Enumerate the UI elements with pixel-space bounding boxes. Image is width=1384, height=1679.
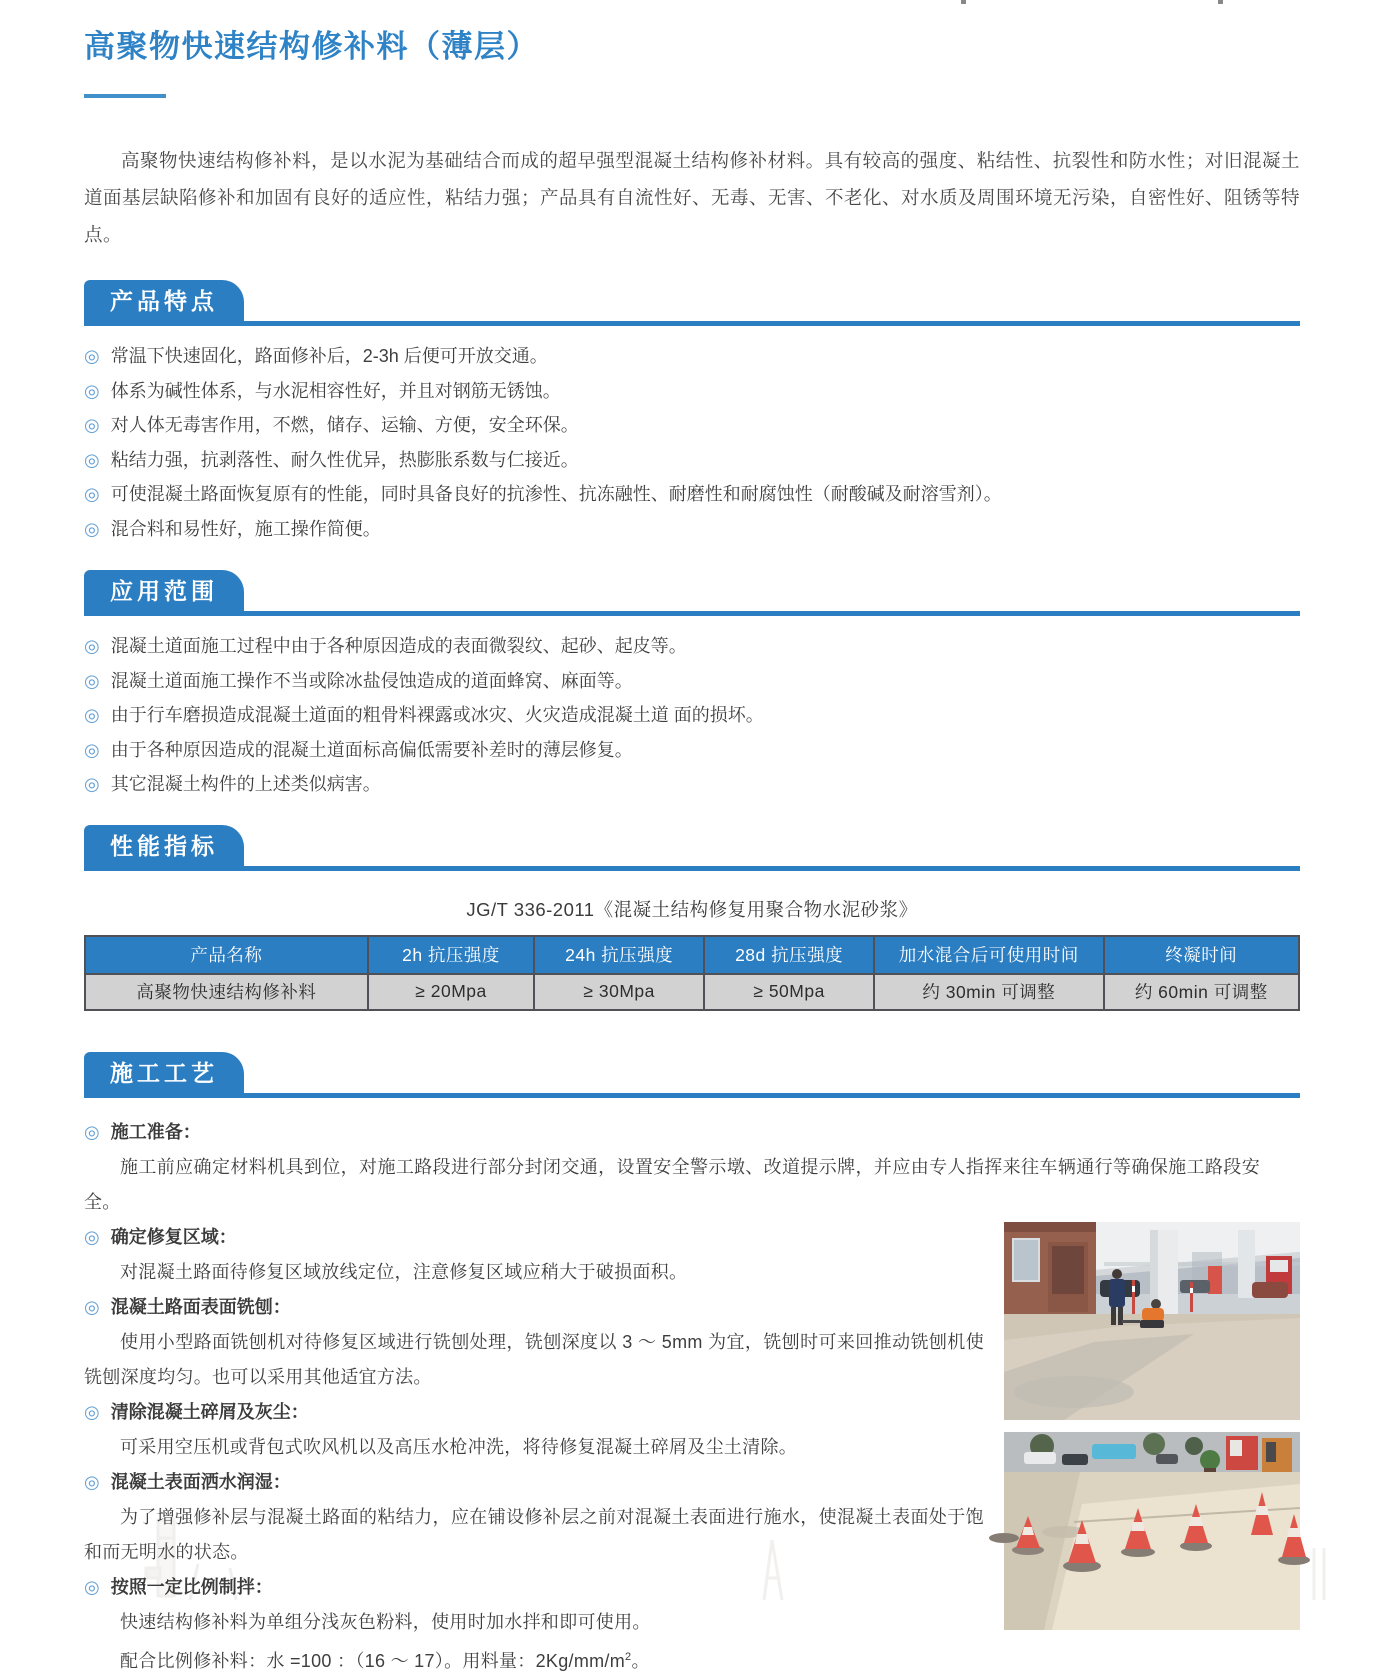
list-item bbox=[84, 339, 1300, 374]
section-tab-performance: 性能指标 bbox=[84, 825, 244, 866]
table-header-cell: 24h 抗压强度 bbox=[534, 936, 704, 974]
ring-bullet-icon: ◎ bbox=[84, 380, 100, 401]
list-item bbox=[84, 767, 1300, 802]
list-item bbox=[84, 477, 1300, 512]
table-header-cell: 2h 抗压强度 bbox=[368, 936, 534, 974]
table-header-cell: 加水混合后可使用时间 bbox=[874, 936, 1103, 974]
mix-ratio-text: 配合比例修补料：水 =100 ：（16 ～ 17）。用料量：2Kg/mm/m bbox=[120, 1650, 626, 1671]
road-repair-construction-photo bbox=[1004, 1222, 1300, 1420]
list-item-text: 常温下快速固化，路面修补后，2-3h 后便可开放交通。 bbox=[110, 346, 548, 366]
construction-photo-cones bbox=[1004, 1432, 1300, 1630]
process-content bbox=[84, 1115, 1300, 1679]
process-step-body: 施工前应确定材料机具到位，对施工路段进行部分封闭交通，设置安全警示墩、改道提示牌，并应由专人指挥来往车辆通行等确保施工路段安全。 bbox=[84, 1156, 1260, 1212]
list-item bbox=[84, 664, 1300, 699]
section-header-applications bbox=[84, 570, 1300, 616]
list-item bbox=[84, 374, 1300, 409]
list-item-text: 混合料和易性好，施工操作简便。 bbox=[110, 518, 381, 539]
list-item bbox=[84, 443, 1300, 478]
mix-ratio-period: 。 bbox=[631, 1650, 650, 1671]
step-title-text: 混凝土路面表面铣刨： bbox=[110, 1296, 291, 1317]
table-caption: JG/T 336-2011《混凝土结构修复用聚合物水泥砂浆》 bbox=[466, 898, 918, 920]
ring-bullet-icon: ◎ bbox=[84, 449, 100, 470]
step-title-text: 混凝土表面洒水润湿： bbox=[110, 1471, 291, 1492]
list-item-text: 粘结力强，抗剥落性、耐久性优异，热膨胀系数与仁接近。 bbox=[110, 449, 579, 470]
table-header-cell: 产品名称 bbox=[85, 936, 368, 974]
step-title-text: 确定修复区域： bbox=[110, 1226, 237, 1247]
table-header-cell: 28d 抗压强度 bbox=[704, 936, 874, 974]
ring-bullet-icon: ◎ bbox=[84, 1576, 100, 1597]
section-tab-applications: 应用范围 bbox=[84, 570, 244, 611]
list-item bbox=[84, 408, 1300, 443]
list-item-text: 对人体无毒害作用，不燃，储存、运输、方便，安全环保。 bbox=[110, 415, 579, 435]
table-cell: 高聚物快速结构修补料 bbox=[85, 974, 368, 1010]
table-cell: ≥ 20Mpa bbox=[368, 974, 534, 1010]
list-item-text: 由于各种原因造成的混凝土道面标高偏低需要补差时的薄层修复。 bbox=[110, 739, 633, 760]
process-step-body: 使用小型路面铣刨机对待修复区域进行铣刨处理，铣刨深度以 3 ～ 5mm 为宜，铣刨时可来回推动铣刨机使铣刨深度均匀。也可以采用其他适宜方法。 bbox=[84, 1331, 984, 1387]
section-tab-process: 施工工艺 bbox=[84, 1052, 244, 1093]
ring-bullet-icon: ◎ bbox=[84, 346, 100, 366]
ring-bullet-icon: ◎ bbox=[84, 1401, 100, 1422]
section-header-performance bbox=[84, 825, 1300, 871]
performance-table bbox=[84, 935, 1300, 1011]
page-title: 高聚物快速结构修补料（薄层） bbox=[84, 29, 539, 64]
photo-column bbox=[1004, 1222, 1300, 1642]
list-item-text: 混凝土道面施工过程中由于各种原因造成的表面微裂纹、起砂、起皮等。 bbox=[110, 636, 687, 656]
process-step-body-mix-ratio bbox=[84, 1640, 1300, 1679]
process-step-title bbox=[84, 1395, 984, 1430]
ring-bullet-icon: ◎ bbox=[84, 1296, 100, 1317]
table-cell: 约 30min 可调整 bbox=[874, 974, 1103, 1010]
ring-bullet-icon: ◎ bbox=[84, 1121, 100, 1142]
ring-bullet-icon: ◎ bbox=[84, 739, 100, 760]
process-step-body: 可采用空压机或背包式吹风机以及高压水枪冲洗，将待修复混凝土碎屑及尘土清除。 bbox=[120, 1436, 798, 1457]
applications-list bbox=[84, 629, 1300, 802]
list-item bbox=[84, 733, 1300, 768]
ring-bullet-icon: ◎ bbox=[84, 415, 100, 435]
list-item-text: 可使混凝土路面恢复原有的性能，同时具备良好的抗渗性、抗冻融性、耐磨性和耐腐蚀性（耐酸碱及耐溶雪剂）。 bbox=[110, 484, 1002, 504]
list-item-text: 由于行车磨损造成混凝土道面的粗骨料裸露或冰灾、火灾造成混凝土道 面的损坏。 bbox=[110, 705, 764, 725]
ring-bullet-icon: ◎ bbox=[84, 484, 100, 504]
process-step-title bbox=[84, 1465, 984, 1500]
list-item bbox=[84, 698, 1300, 733]
list-item-text: 其它混凝土构件的上述类似病害。 bbox=[110, 774, 381, 794]
process-step-title bbox=[84, 1570, 984, 1605]
ring-bullet-icon: ◎ bbox=[84, 774, 100, 794]
mix-ratio-superscript: 2 bbox=[625, 1650, 632, 1663]
ring-bullet-icon: ◎ bbox=[84, 670, 100, 691]
step-title-text: 按照一定比例制拌： bbox=[110, 1576, 273, 1597]
ring-bullet-icon: ◎ bbox=[84, 705, 100, 725]
step-title-text: 施工准备： bbox=[110, 1121, 201, 1142]
title-underline bbox=[84, 94, 166, 98]
ring-bullet-icon: ◎ bbox=[84, 1226, 100, 1247]
ring-bullet-icon: ◎ bbox=[84, 636, 100, 656]
table-header-cell: 终凝时间 bbox=[1104, 936, 1299, 974]
process-step-title bbox=[84, 1115, 1300, 1150]
table-cell: ≥ 50Mpa bbox=[704, 974, 874, 1010]
list-item-text: 体系为碱性体系，与水泥相容性好，并且对钢筋无锈蚀。 bbox=[110, 380, 561, 401]
list-item bbox=[84, 629, 1300, 664]
construction-photo-milling bbox=[1004, 1222, 1300, 1420]
ring-bullet-icon: ◎ bbox=[84, 1471, 100, 1492]
traffic-cones-cured-surface-photo bbox=[1004, 1432, 1300, 1630]
section-header-process bbox=[84, 1052, 1300, 1098]
features-list bbox=[84, 339, 1300, 546]
process-step-body: 对混凝土路面待修复区域放线定位，注意修复区域应稍大于破损面积。 bbox=[120, 1261, 688, 1282]
table-header-row bbox=[85, 936, 1299, 974]
process-step-body: 为了增强修补层与混凝土路面的粘结力，应在铺设修补层之前对混凝土表面进行施水，使混凝土表面处于饱和而无明水的状态。 bbox=[84, 1506, 984, 1562]
section-header-features bbox=[84, 280, 1300, 326]
section-tab-features: 产品特点 bbox=[84, 280, 244, 321]
process-step-body: 快速结构修补料为单组分浅灰色粉料，使用时加水拌和即可使用。 bbox=[120, 1611, 651, 1632]
list-item bbox=[84, 512, 1300, 547]
intro-paragraph: 高聚物快速结构修补料，是以水泥为基础结合而成的超早强型混凝土结构修补材料。具有较高的强度、粘结性、抗裂性和防水性；对旧混凝土道面基层缺陷修补和加固有良好的适应性，粘结力强；产品具有自流性好、无毒、无害、不老化、对水质及周围环境无污染，自密性好、阻锈等特点。 bbox=[84, 150, 1301, 245]
table-cell: 约 60min 可调整 bbox=[1104, 974, 1299, 1010]
process-step-title bbox=[84, 1220, 984, 1255]
list-item-text: 混凝土道面施工操作不当或除冰盐侵蚀造成的道面蜂窝、麻面等。 bbox=[110, 670, 633, 691]
table-row bbox=[85, 974, 1299, 1010]
process-step-title bbox=[84, 1290, 984, 1325]
ring-bullet-icon: ◎ bbox=[84, 518, 100, 539]
table-cell: ≥ 30Mpa bbox=[534, 974, 704, 1010]
step-title-text: 清除混凝土碎屑及灰尘： bbox=[110, 1401, 309, 1422]
